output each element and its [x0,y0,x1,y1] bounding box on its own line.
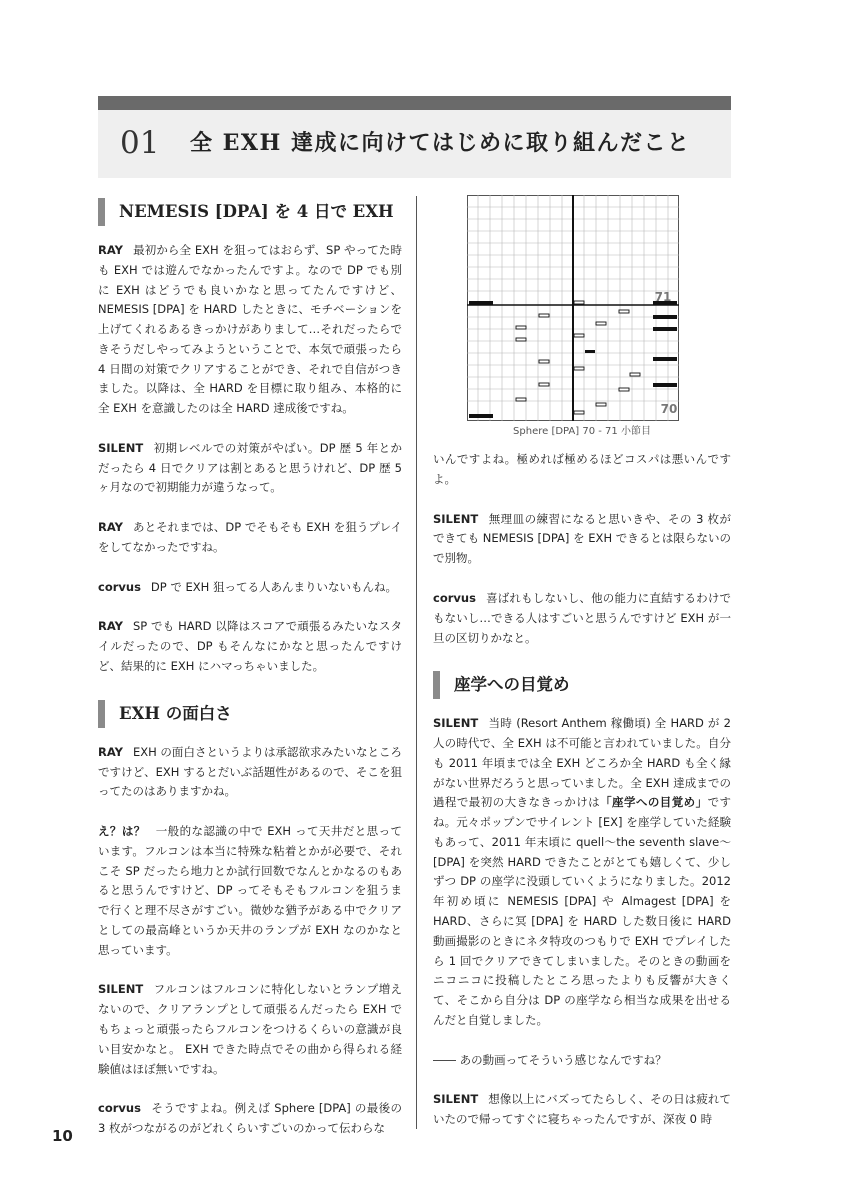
chart-note [653,383,677,387]
dialogue-paragraph [98,518,402,558]
section-heading [98,195,402,229]
dialogue-paragraph [433,1090,731,1130]
dialogue-paragraph [98,241,402,419]
speaker-name: corvus [98,579,141,594]
speaker-name: corvus [433,591,476,606]
dialogue-paragraph [98,1099,402,1139]
dialogue-text: 喜ばれもしないし、他の能力に直結するわけでもないし…できる人はすごいと思うんですけど EXH が一旦の区切りかなと。 [433,591,731,645]
dialogue-text: いんですよね。極めれば極めるほどコスパは悪いんですよ。 [433,452,731,486]
speaker-name: え？は？ [98,824,146,839]
chart-label-bottom: 70 [660,402,678,416]
dialogue-text: SP でも HARD 以降はスコアで頑張るみたいなスタイルだったので、DP もそんなにかなと思ったんですけど、結果的に EXH にハマっちゃいました。 [98,619,402,674]
chapter-title: 全 EXH 達成に向けてはじめに取り組んだこと [190,130,691,157]
dialogue-paragraph [433,450,731,490]
emphasis-text: 「座学への目覚め」 [600,795,708,810]
dialogue-text: あとそれまでは、DP でそもそも EXH を狙うプレイをしてなかったですね。 [98,520,402,554]
column-divider [416,196,417,1129]
chart-note [653,315,677,319]
right-column [433,195,731,1150]
dialogue-paragraph [98,822,402,960]
speaker-name: corvus [98,1101,141,1116]
dialogue-text: 想像以上にバズってたらしく、その日は疲れていたので帰ってすぐに寝ちゃったんですが、深夜 0 時 [433,1092,731,1127]
dialogue-text: 一般的な認識の中で EXH って天井だと思っています。フルコンは本当に特殊な粘着とかが必要で、それこそ SP だったら地力とか試行回数でなんとかなるのもあると思うんですけど、DP ってそもそもフルコンを狙うまで行くと理不尽さがすごい。微妙な猶予がある中でクリアとしての最高峰というか天井のランプが EXH なのかなと思っています。 [98,824,403,957]
chart-note [653,327,677,331]
chart-note [469,301,493,305]
dialogue-paragraph [433,589,731,648]
speaker-name: RAY [98,243,123,257]
dialogue-paragraph [98,439,402,498]
speaker-name: SILENT [433,1092,479,1107]
header-bar [98,96,731,110]
chapter-number: 01 [120,125,160,162]
section-marker [98,198,105,226]
section-title: NEMESIS [DPA] を 4 日で EXH [119,201,394,221]
chart-caption: Sphere [DPA] 70 - 71 小節目 [513,426,651,437]
dialogue-paragraph [98,980,402,1079]
chart-note [585,350,595,353]
interviewer-question: ―― あの動画ってそういう感じなんですね？ [433,1052,667,1067]
section-title: 座学への目覚め [454,675,570,695]
section-marker [433,671,440,699]
dialogue-text: 無理皿の練習になると思いきや、その 3 枚ができても NEMESIS [DPA] を EXH できるとは限らないので別物。 [433,511,731,566]
speaker-name: RAY [98,520,123,535]
chart-note [653,357,677,361]
speaker-name: RAY [98,619,123,634]
dialogue-paragraph [433,510,731,569]
section-marker [98,700,105,728]
speaker-name: SILENT [433,511,479,526]
chart-figure [433,195,731,440]
dialogue-paragraph [98,617,402,676]
section-heading [433,668,731,702]
dialogue-text: EXH の面白さというよりは承認欲求みたいなところですけど、EXH するとだいぶ話題性があるので、そこを狙ってたのはありますかね。 [98,744,402,799]
section-title: EXH の面白さ [119,703,232,723]
speaker-name: SILENT [433,716,479,731]
speaker-name: RAY [98,744,123,759]
chart-label-top: 71 [654,290,672,304]
dialogue-text: ですね。元々ポップンでサイレント [EX] を座学していた経験もあって、2011 年末頃に quell〜the seventh slave〜 [DPA] を突然 HARD できたことがとても嬉しくて、少しずつ DP の座学に没頭していくようになりました。2012 年初め頃に NEMESIS [DPA] や Almagest [DPA] を HARD、さらに冥 [DPA] を HARD した数日後に HARD 動画撮影のときにネタ特攻のつもりで EXH でプレイしたら 1 回でクリアできてしまいました。そのときの動画をニコニコに投稿したところ思ったよりも反響が大きくて、そこから自分は DP の座学なら相当な成果を出せるんだと自覚しました。 [433,795,731,1027]
dialogue-text: DP で EXH 狙ってる人あんまりいないもんね。 [150,579,397,594]
speaker-name: SILENT [98,440,144,455]
chapter-title-box [98,110,731,178]
speaker-name: SILENT [98,982,144,997]
page-number: 10 [52,1127,73,1145]
dialogue-text: フルコンはフルコンに特化しないとランプ増えないので、クリアランプとして頑張るんだったら EXH でもちょっと頑張ったらフルコンをつけるくらいの意識が良い目安かなと。 EXH できた時点でその曲から得られる経験値はほぼ無いですね。 [98,982,402,1076]
dialogue-text: 初期レベルでの対策がやばい。DP 歴 5 年とかだったら 4 日でクリアは割とあると思うけれど、DP 歴 5 ヶ月なので初期能力が違うなって。 [98,440,402,495]
chart-scroll-image [467,195,679,421]
dialogue-text: 最初から全 EXH を狙ってはおらず、SP やってた時も EXH では遊んでなかったんですよ。なので DP でも別に EXH はどうでも良いかなと思ってたんですけど、NEMESIS [DPA] を HARD したときに、モチベーションを上げてくれるあるきっかけがありまして…それだったらできそうだしやってみようということで、本気で頑張ったら 4 日間の対策でクリアすることができ、それで自信がつきました。以降は、全 HARD を目標に取り組み、本格的に全 EXH を意識したのは全 HARD 達成後ですね。 [98,243,402,416]
dialogue-text: 当時 (Resort Anthem 稼働頃) 全 HARD が 2 人の時代で、全 EXH は不可能と言われていました。自分も 2011 年頃までは全 EXH どころか全 HARD も全く縁がない世界だろうと思っていました。全 EXH 達成までの過程で最初の大きなきっかけは [433,716,731,810]
dialogue-text: そうですよね。例えば Sphere [DPA] の最後の 3 枚がつながるのがどれくらいすごいのかって伝わらな [98,1101,402,1136]
dialogue-paragraph [98,578,402,598]
left-column [98,195,402,1159]
chart-note [469,414,493,418]
dialogue-paragraph [433,714,731,1030]
section-heading [98,697,402,731]
dialogue-paragraph [98,743,402,802]
